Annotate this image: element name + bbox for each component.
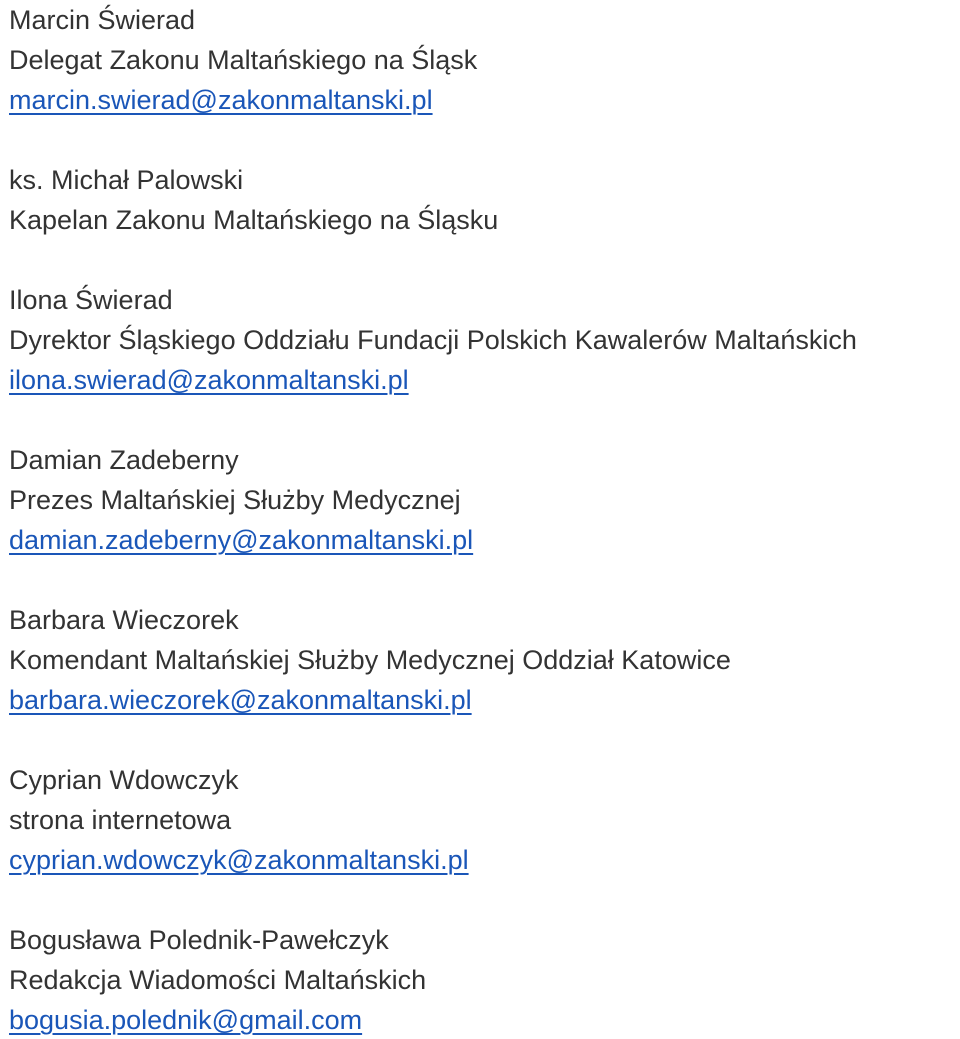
contact-entry: [9, 280, 954, 400]
contact-name: ks. Michał Palowski: [9, 165, 244, 195]
contact-entry: [9, 600, 954, 720]
contact-role: strona internetowa: [9, 805, 232, 835]
contact-email-link[interactable]: cyprian.wdowczyk@zakonmaltanski.pl: [9, 845, 469, 875]
contact-email-link[interactable]: ilona.swierad@zakonmaltanski.pl: [9, 365, 409, 395]
contact-role: Prezes Maltańskiej Służby Medycznej: [9, 485, 461, 515]
contact-entry: [9, 440, 954, 560]
contact-name: Damian Zadeberny: [9, 445, 239, 475]
contact-name: Barbara Wieczorek: [9, 605, 239, 635]
contact-name: Ilona Świerad: [9, 285, 173, 315]
contact-role: Redakcja Wiadomości Maltańskich: [9, 965, 427, 995]
contact-name: Cyprian Wdowczyk: [9, 765, 239, 795]
contact-role: Kapelan Zakonu Maltańskiego na Śląsku: [9, 205, 499, 235]
contact-role: Komendant Maltańskiej Służby Medycznej Oddział Katowice: [9, 645, 731, 675]
contact-name: Marcin Świerad: [9, 5, 196, 35]
contact-name: Bogusława Polednik-Pawełczyk: [9, 925, 389, 955]
contact-email-link[interactable]: marcin.swierad@zakonmaltanski.pl: [9, 85, 433, 115]
contact-entry: [9, 160, 954, 240]
contact-email-link[interactable]: barbara.wieczorek@zakonmaltanski.pl: [9, 685, 472, 715]
contact-role: Dyrektor Śląskiego Oddziału Fundacji Polskich Kawalerów Maltańskich: [9, 325, 857, 355]
contact-list: [9, 0, 954, 1039]
contact-entry: [9, 0, 954, 120]
contact-email-link[interactable]: bogusia.polednik@gmail.com: [9, 1005, 363, 1035]
contact-entry: [9, 760, 954, 880]
contact-role: Delegat Zakonu Maltańskiego na Śląsk: [9, 45, 478, 75]
contact-entry: [9, 920, 954, 1039]
contact-email-link[interactable]: damian.zadeberny@zakonmaltanski.pl: [9, 525, 474, 555]
